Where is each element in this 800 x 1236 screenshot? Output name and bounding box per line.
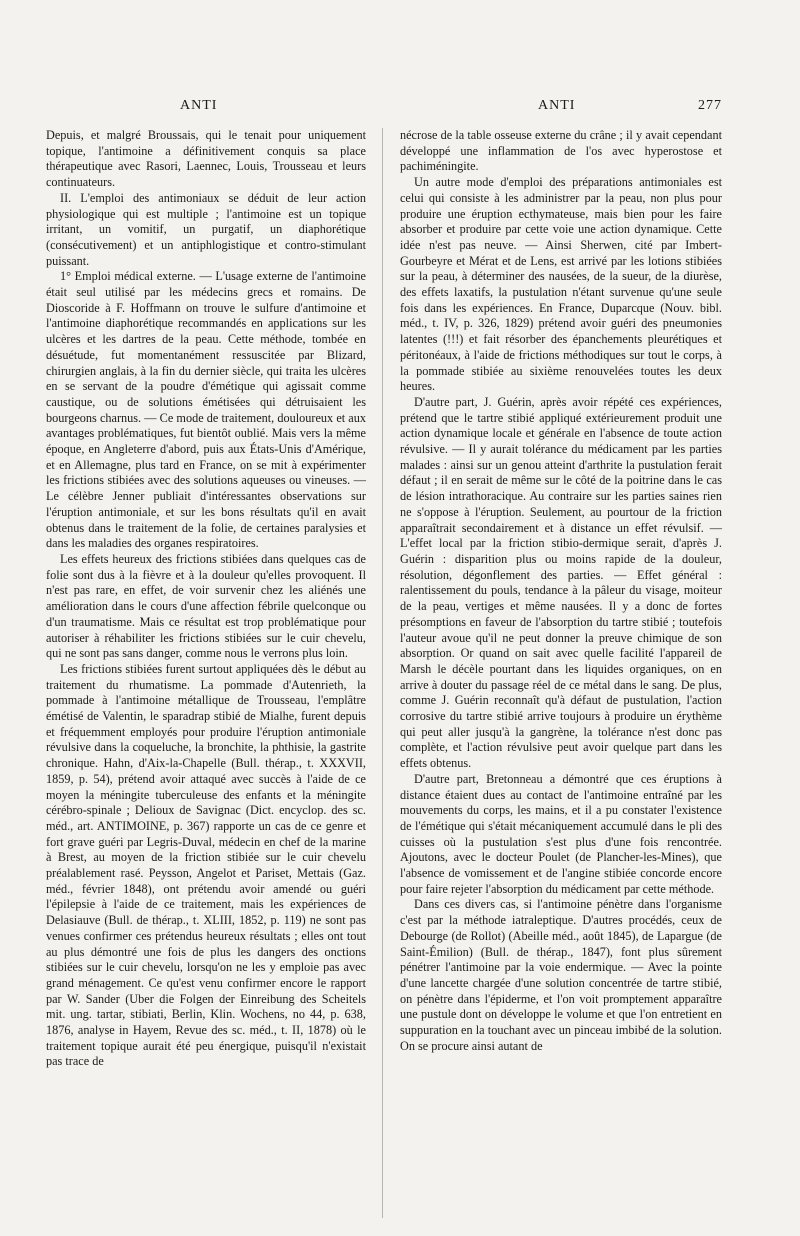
column-divider <box>382 128 383 1218</box>
paragraph: 1° Emploi médical externe. — L'usage externe de l'antimoine était seul utilisé par les médecins grecs et romains. De Dioscoride à F. Hoffmann on trouve le sulfure d'antimoine et l'antimoine diaphorétique recommandés en applications sur les ulcères et les dartres de la peau. Cette méthode, tombée en désuétude, fut momentanément ressuscitée par Blizard, chirurgien anglais, à la fin du dernier siècle, qui traita les ulcères en se servant de la poudre d'émétique qui agissait comme caustique, ou de solutions émétisées qui détruisaient les bourgeons charnus. — Ce mode de traitement, douloureux et aux avantages problématiques, fut bientôt oublié. Mais vers la même époque, en Angleterre d'abord, puis aux États-Unis d'Amérique, et en Allemagne, plus tard en France, on se mit à expérimenter les frictions stibiées avec des solutions aqueuses ou vineuses. — Le célèbre Jenner publiait d'intéressantes observations sur l'éruption antimoniale, et sur les bons résultats qu'il en avait obtenus dans le traitement de la folie, de certaines paralysies et dans les maladies des organes respiratoires. <box>46 269 366 551</box>
right-column <box>400 128 722 1054</box>
paragraph: Dans ces divers cas, si l'antimoine pénètre dans l'organisme c'est par la méthode iatraleptique. D'autres procédés, ceux de Debourge (de Rollot) (Abeille méd., août 1845), de Lapargue (de Saint-Émilion) (Bull. de thérap., 1847), font plus sûrement pénétrer l'antimoine par la voie endermique. — Avec la pointe d'une lancette chargée d'une solution concentrée de tartre stibié, on pénètre dans l'épiderme, et l'on voit promptement apparaître une pustule dont on développe le volume et que l'on entretient en suppuration en la touchant avec un pinceau imbibé de la solution. On se procure ainsi autant de <box>400 897 722 1053</box>
paragraph: Les frictions stibiées furent surtout appliquées dès le début au traitement du rhumatisme. La pommade d'Autenrieth, la pommade à l'antimoine métallique de Trousseau, l'emplâtre émétisé de Valentin, le sparadrap stibié de Mialhe, furent depuis et fréquemment employés pour produire l'éruption antimoniale révulsive dans la coqueluche, la bronchite, la phthisie, la gastrite chronique. Hahn, d'Aix-la-Chapelle (Bull. thérap., t. XXXVII, 1859, p. 54), prétend avoir attaqué avec succès à l'aide de ce moyen la méningite tuberculeuse des enfants et la méningite cérébro-spinale ; Delioux de Savignac (Dict. encyclop. des sc. méd., art. ANTIMOINE, p. 367) rapporte un cas de ce genre et fort grave guéri par Legris-Duval, médecin en chef de la marine à Brest, au moyen de la friction stibiée sur le cuir chevelu préalablement rasé. Peysson, Angelot et Pariset, Mettais (Gaz. méd., février 1848), ont prétendu avoir amendé ou guéri l'épilepsie à l'aide de ce traitement, mais les expériences de Delasiauve (Bull. de thérap., t. XLIII, 1852, p. 119) ne sont pas venues confirmer ces prétendus heureux résultats ; elles ont tout au plus démontré une fois de plus les dangers des onctions stibiées sur le cuir chevelu, lorsqu'on ne les y emploie pas avec grand ménagement. Ce qu'est venu confirmer encore le rapport par W. Sander (Uber die Folgen der Einreibung des Scheitels mit. ung. tartar, stibiati, Berlin, Klin. Wochens, no 44, p. 638, 1876, analyse in Hayem, Revue des sc. méd., t. II, 1878) où le traitement topique aurait été peu énergique, puisqu'il n'existait pas trace de <box>46 661 366 1069</box>
running-head-right: ANTI <box>538 98 576 113</box>
paragraph: D'autre part, J. Guérin, après avoir répété ces expériences, prétend que le tartre stibié appliqué extérieurement produit une action dynamique locale et générale en l'absence de toute action révulsive. — Il y aurait tolérance du médicament par les parties malades : ainsi sur un genou atteint d'arthrite la pustulation ferait défaut ; il en serait de même sur le côté de la poitrine dans le cas de lésion intrathoracique. Au contraire sur les parties saines rien ne s'oppose à l'éruption. Seulement, au pourtour de la friction apparaîtrait secondairement et à distance un effet révulsif. — L'effet local par la friction stibio-dermique serait, d'après J. Guérin : disparition plus ou moins rapide de la douleur, résolution, dégonflement des parties. — Effet général : ralentissement du pouls, tendance à la pâleur du visage, moiteur de la peau, vertiges et même nausées. Il y a donc de fortes présomptions en faveur de l'absorption du tartre stibié ; toutefois l'auteur avoue qu'il ne peut donner la preuve chimique de son absorption. Or quand on sait avec quelle facilité l'appareil de Marsh le décèle pourtant dans les liquides organiques, on en arrive à douter du passage réel de ce métal dans le sang. De plus, comme J. Guérin reconnaît qu'à défaut de pustulation, l'action corrosive du tartre stibié arrive toujours à produire un érythème qui peut aller jusqu'à la gangrène, la tolérance n'est donc pas complète, et l'action révulsive peut avoir quelque part dans les effets obtenus. <box>400 394 722 771</box>
paragraph: Un autre mode d'emploi des préparations antimoniales est celui qui consiste à les administrer par la peau, non plus pour produire une éruption ecthymateuse, mais bien pour les faire absorber et produire par cette voie une action dynamique. Cette idée n'est pas neuve. — Ainsi Sherwen, cité par Imbert-Gourbeyre et Mérat et de Lens, est arrivé par les lotions stibiées sur la peau, à déterminer des nausées, de la sueur, de la diurèse, des effets laxatifs, la pustulation n'étant survenue qu'une seule fois dans les expériences. En France, Duparcque (Nouv. bibl. méd., t. IV, p. 326, 1829) prétend avoir guéri des pneumonies latentes (!!!) et fait résorber des épanchements pleurétiques et péritonéaux, à l'aide de frictions méthodiques sur tout le corps, à la pommade stibiée au sixième renouvelées toutes les deux heures. <box>400 175 722 394</box>
left-column <box>46 128 366 1070</box>
page-number: 277 <box>698 98 722 113</box>
paragraph: D'autre part, Bretonneau a démontré que ces éruptions à distance étaient dues au contact de l'antimoine entraîné par les mouvements du corps, les mains, et il a pu constater l'existence de l'émétique qui s'était mécaniquement accumulé dans le pli des cuisses où la pustulation s'est plus d'une fois rencontrée. Ajoutons, avec le docteur Poulet (de Plancher-les-Mines), que l'absence de vomissement et de l'angine stibiée concorde encore pour faire rejeter l'absorption du médicament par cette méthode. <box>400 771 722 896</box>
paragraph: Les effets heureux des frictions stibiées dans quelques cas de folie sont dus à la fièvre et à la douleur qu'elles provoquent. Il n'est pas rare, en effet, de voir survenir chez les aliénés une amélioration dans le cours d'une affection fébrile quelconque ou d'un traumatisme. Mais ce résultat est trop problématique pour autoriser à réhabiliter les frictions stibiées sur le cuir chevelu, qui ne sont pas sans danger, comme nous le verrons plus loin. <box>46 551 366 661</box>
running-head-left: ANTI <box>180 98 218 113</box>
paragraph: Depuis, et malgré Broussais, qui le tenait pour uniquement topique, l'antimoine a définitivement conquis sa place thérapeutique avec Rasori, Laennec, Louis, Trousseau et leurs continuateurs. <box>46 128 366 190</box>
paragraph: II. L'emploi des antimoniaux se déduit de leur action physiologique qui est multiple ; l'antimoine est un topique irritant, un vomitif, un purgatif, un diaphorétique (consécutivement) et un antiphlogistique et contro-stimulant puissant. <box>46 190 366 268</box>
paragraph: nécrose de la table osseuse externe du crâne ; il y avait cependant développé une inflammation de l'os avec hyperostose et pachiméningite. <box>400 128 722 174</box>
